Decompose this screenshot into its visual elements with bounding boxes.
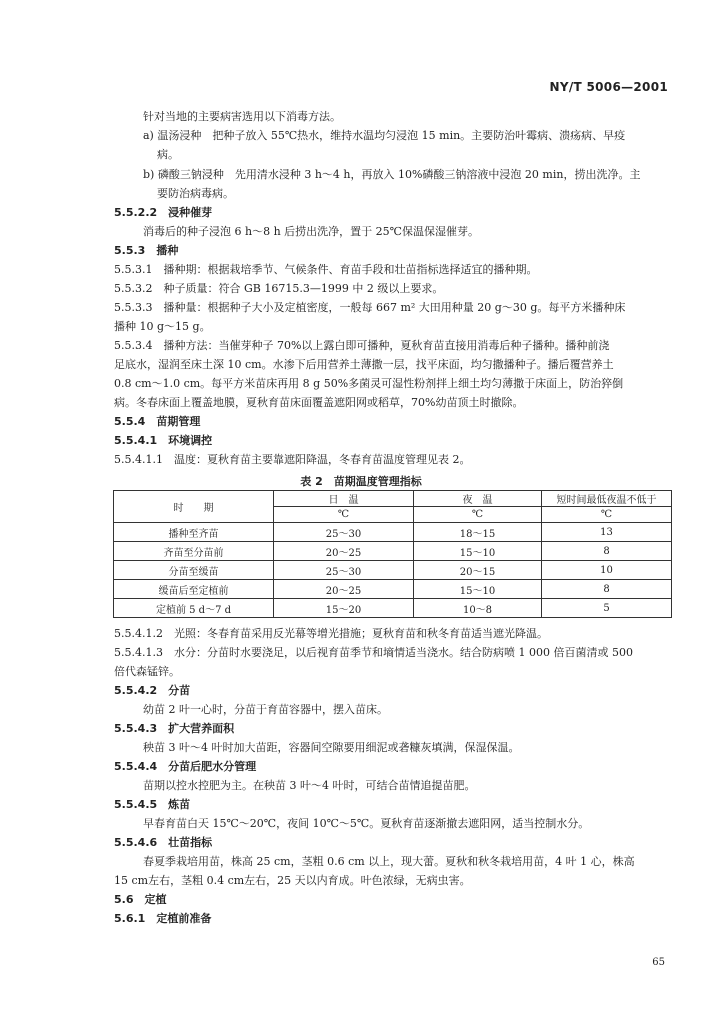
paragraph-line: 5.5.3.2 种子质量：符合 GB 16715.3—1999 中 2 级以上要求。 (114, 282, 444, 295)
paragraph-line: 苗期以控水控肥为主。在秧苗 3 叶～4 叶时，可结合苗情追提苗肥。 (143, 779, 476, 792)
table-cell-night: 18～15 (414, 523, 542, 542)
table-cell-night: 15～10 (414, 580, 542, 599)
section-heading: 5.5.4 苗期管理 (114, 415, 201, 428)
paragraph-line: 秧苗 3 叶～4 叶时加大苗距，容器间空隙要用细泥或砻糠灰填满，保湿保温。 (143, 741, 520, 754)
page-number: 65 (652, 957, 665, 968)
table-row (114, 561, 672, 580)
paragraph-line: 0.8 cm～1.0 cm。每平方米苗床再用 8 g 50%多菌灵可湿性粉剂拌上细土均匀薄撒于床面上，防治猝倒 (114, 377, 624, 390)
table-header-day: 日 温 (274, 491, 414, 507)
paragraph-line: 播种 10 g～15 g。 (114, 320, 211, 333)
paragraph-line: 消毒后的种子浸泡 6 h～8 h 后捞出洗净，置于 25℃保温保湿催芽。 (143, 225, 479, 238)
paragraph-line: 早春育苗白天 15℃～20℃，夜间 10℃～5℃。夏秋育苗逐渐撤去遮阳网，适当控制水分。 (143, 817, 590, 830)
section-heading: 5.5.4.3 扩大营养面积 (114, 722, 235, 735)
paragraph-line: 春夏季栽培用苗，株高 25 cm，茎粗 0.6 cm 以上，现大蕾。夏秋和秋冬栽培用苗，4 叶 1 心，株高 (143, 855, 635, 868)
paragraph-line: b) 磷酸三钠浸种 先用清水浸种 3 h～4 h，再放入 10%磷酸三钠溶液中浸泡 20 min，捞出洗净。主 (143, 168, 641, 181)
table-cell-day: 20～25 (274, 580, 414, 599)
table-row (114, 580, 672, 599)
paragraph-line: 5.5.4.1.2 光照：冬春育苗采用反光幕等增光措施；夏秋育苗和秋冬育苗适当遮光降温。 (114, 627, 548, 640)
temperature-table (113, 490, 672, 618)
paragraph-line: 病。 (157, 148, 179, 161)
standard-number-header: NY/T 5006—2001 (549, 80, 668, 94)
section-heading: 5.5.3 播种 (114, 244, 179, 257)
paragraph-line: 5.5.3.3 播种量：根据种子大小及定植密度，一般每 667 m² 大田用种量 20 g～30 g。每平方米播种床 (114, 301, 626, 314)
paragraph-line: 5.5.3.4 播种方法：当催芽种子 70%以上露白即可播种，夏秋育苗直接用消毒后种子播种。播种前浇 (114, 339, 610, 352)
paragraph-line: 倍代森锰锌。 (114, 665, 180, 678)
paragraph-line: 15 cm左右，茎粗 0.4 cm左右，25 天以内育成。叶色浓绿，无病虫害。 (114, 874, 471, 887)
section-heading: 5.5.4.5 炼苗 (114, 798, 191, 811)
table-row (114, 542, 672, 561)
paragraph-line: 足底水，湿润至床土深 10 cm。水渗下后用营养土薄撒一层，找平床面，均匀撒播种子。播后覆营养土 (114, 358, 614, 371)
paragraph-line: a) 温汤浸种 把种子放入 55℃热水，维持水温均匀浸泡 15 min。主要防治叶霉病、溃疡病、早疫 (143, 129, 626, 142)
table-cell-min: 5 (542, 599, 672, 618)
paragraph-line: 针对当地的主要病害选用以下消毒方法。 (143, 110, 341, 123)
table-cell-min: 8 (542, 580, 672, 599)
paragraph-line: 5.5.4.1.1 温度：夏秋育苗主要靠遮阳降温，冬春育苗温度管理见表 2。 (114, 453, 471, 466)
paragraph-line: 病。冬春床面上覆盖地膜，夏秋育苗床面覆盖遮阳网或稻草，70%幼苗顶土时撤除。 (114, 396, 524, 409)
table-cell-period: 播种至齐苗 (114, 523, 274, 542)
table-caption: 表 2 苗期温度管理指标 (300, 475, 422, 488)
table-cell-period: 齐苗至分苗前 (114, 542, 274, 561)
table-header-min-night: 短时间最低夜温不低于 (542, 491, 672, 507)
section-heading: 5.5.4.6 壮苗指标 (114, 836, 213, 849)
table-cell-day: 20～25 (274, 542, 414, 561)
table-unit: ℃ (542, 507, 672, 523)
table-cell-night: 20～15 (414, 561, 542, 580)
table-cell-period: 缓苗后至定植前 (114, 580, 274, 599)
paragraph-line: 5.5.4.1.3 水分：分苗时水要浇足，以后视育苗季节和墒情适当浇水。结合防病喷 1 000 倍百菌清或 500 (114, 646, 633, 659)
table-header-night: 夜 温 (414, 491, 542, 507)
table-cell-min: 10 (542, 561, 672, 580)
section-heading: 5.5.4.2 分苗 (114, 684, 191, 697)
table-cell-min: 8 (542, 542, 672, 561)
table-unit: ℃ (274, 507, 414, 523)
table-cell-day: 25～30 (274, 561, 414, 580)
section-heading: 5.6.1 定植前准备 (114, 912, 212, 925)
section-heading: 5.5.4.4 分苗后肥水分管理 (114, 760, 257, 773)
table-cell-night: 10～8 (414, 599, 542, 618)
paragraph-line: 要防治病毒病。 (157, 187, 234, 200)
table-cell-night: 15～10 (414, 542, 542, 561)
table-row (114, 523, 672, 542)
section-heading: 5.5.2.2 浸种催芽 (114, 206, 213, 219)
paragraph-line: 5.5.3.1 播种期：根据栽培季节、气候条件、育苗手段和壮苗指标选择适宜的播种期。 (114, 263, 538, 276)
table-cell-min: 13 (542, 523, 672, 542)
table-cell-period: 分苗至缓苗 (114, 561, 274, 580)
table-cell-day: 25～30 (274, 523, 414, 542)
table-cell-day: 15～20 (274, 599, 414, 618)
section-heading: 5.5.4.1 环境调控 (114, 434, 213, 447)
table-unit: ℃ (414, 507, 542, 523)
section-heading: 5.6 定植 (114, 893, 167, 906)
table-row (114, 599, 672, 618)
table-cell-period: 定植前 5 d～7 d (114, 599, 274, 618)
paragraph-line: 幼苗 2 叶一心时，分苗于育苗容器中，摆入苗床。 (143, 703, 388, 716)
table-header-period: 时 期 (114, 491, 274, 523)
